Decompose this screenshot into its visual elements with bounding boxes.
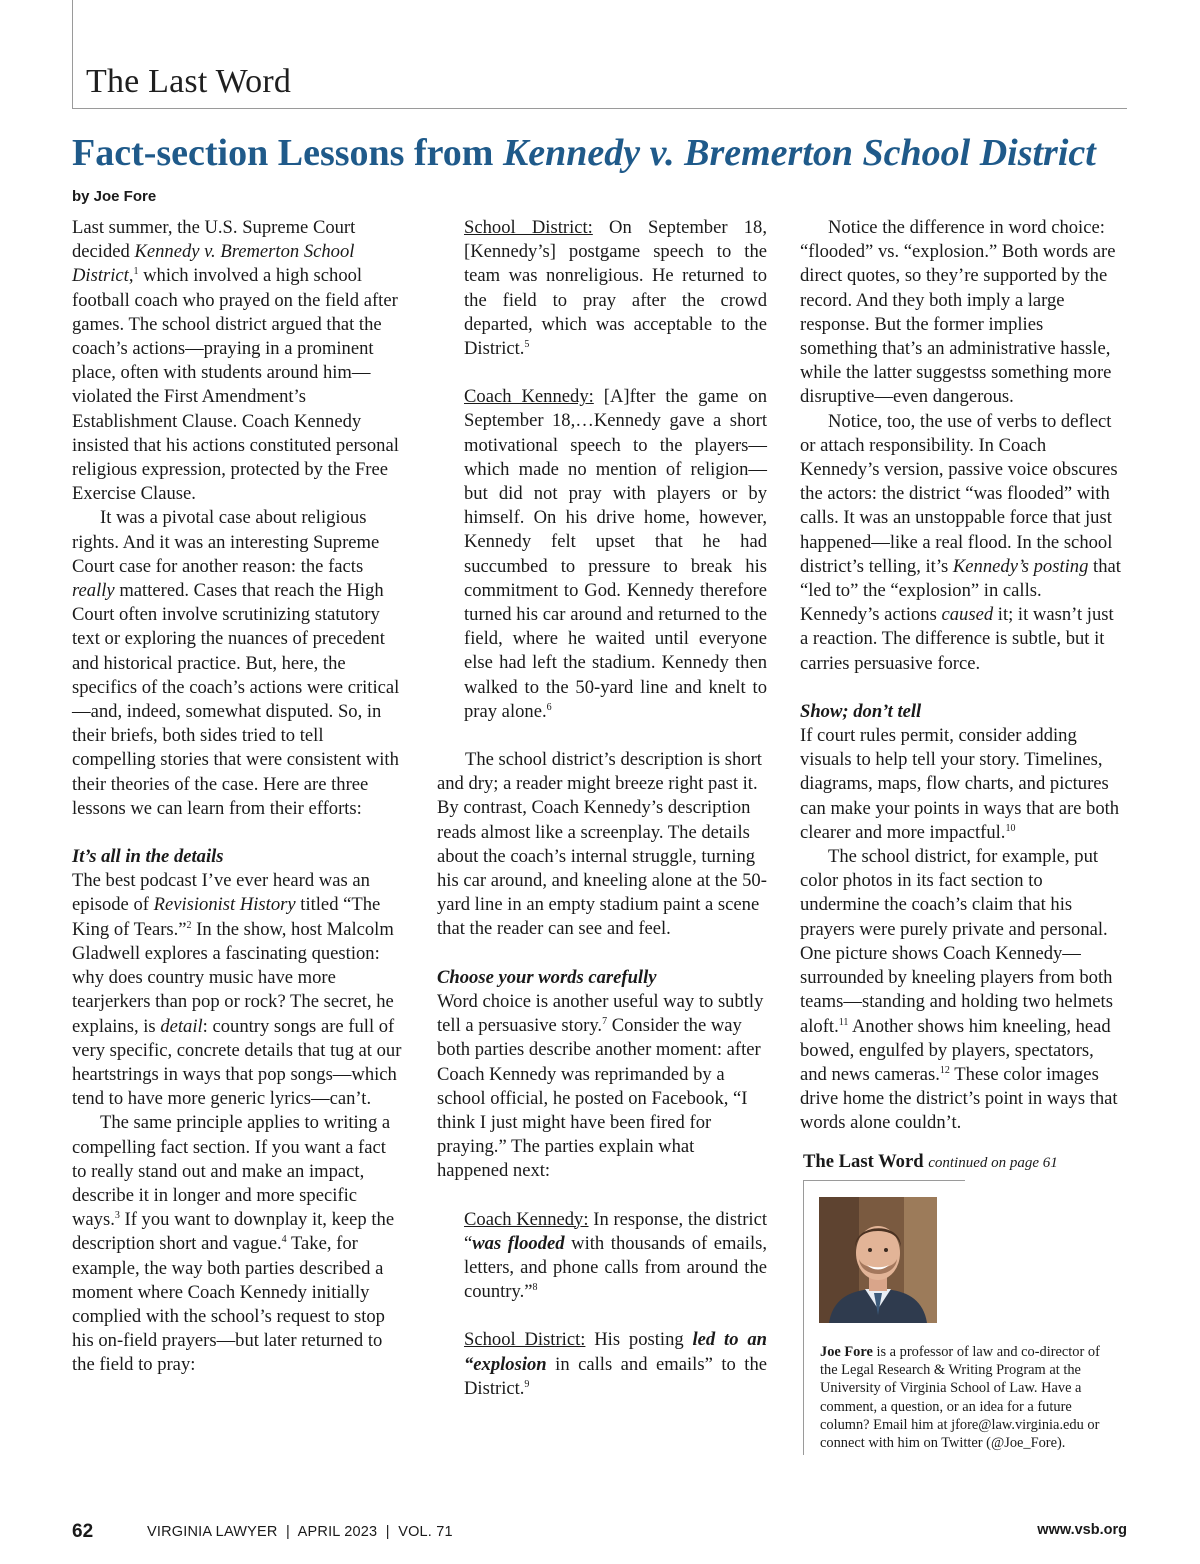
- paragraph: The same principle applies to writing a compelling fact section. If you want a fact to really stand out and make an impact, describe it in longer and more specific ways.$^3$ If you want to downplay it, keep the description short and vague.$^4$ Take, for example, the way both parties described a moment where Coach Kennedy initially complied with the school’s request to stop his on-field prayers—but later returned to the field to pray:: [72, 1112, 395, 1376]
- column-2: [437, 216, 767, 1401]
- footnote-ref: 5: [524, 338, 530, 350]
- block-quote: School District: His posting led to an “explosion in calls and emails” to the District.$^9$: [464, 1329, 767, 1399]
- paragraph: Notice the difference in word choice: “flooded” vs. “explosion.” Both words are direct quotes, so they’re supported by the record. And they both imply a large response. But the former implies something that’s an administrative hassle, while the latter suggestss something more disruptive—even dangerous.: [800, 217, 1116, 408]
- footnote-ref: 3: [114, 1209, 120, 1221]
- subheading-details: It’s all in the details: [72, 846, 224, 868]
- subheading-words: Choose your words carefully: [437, 966, 657, 988]
- publication-info: VIRGINIA LAWYER | APRIL 2023 | VOL. 71: [147, 1524, 453, 1540]
- bio-rule-horizontal: [803, 1180, 965, 1181]
- block-quote: School District: On September 18, [Kennedy’s] postgame speech to the team was nonreligious. He returned to the field to pray after the crowd departed, which was acceptable to the District.$^5$: [464, 217, 767, 360]
- section-title: The Last Word: [86, 63, 292, 100]
- footer-url[interactable]: www.vsb.org: [1037, 1522, 1127, 1538]
- paragraph: The best podcast I’ve ever heard was an episode of Revisionist History titled “The King of Tears.”$^2$ In the show, host Malcolm Gladwell explores a fascinating question: why does country music have more tearjerkers than pop or rock? The secret, he explains, is detail: country songs are full of very specific, concrete details that tug at our heartstrings in ways that pop songs—which tend to have more generic lyrics—can’t.: [72, 870, 402, 1110]
- footnote-ref: 11: [838, 1016, 849, 1028]
- continued-text: continued on page 61: [928, 1155, 1058, 1171]
- author-photo: [819, 1197, 937, 1323]
- author-bio: [820, 1343, 1120, 1452]
- paragraph: It was a pivotal case about religious rights. And it was an interesting Supreme Court case for another reason: the facts really mattered. Cases that reach the High Court often involve scrutinizing statutory text or exploring the nuances of precedent and historical practice. But, here, the specifics of the coach’s actions were critical—and, indeed, somewhat disputed. So, in their briefs, both sides tried to tell compelling stories that were consistent with their theories of the case. Here are three lessons we can learn from their efforts:: [72, 507, 400, 819]
- byline: by Joe Fore: [72, 188, 157, 205]
- bio-text: is a professor of law and co-director of the Legal Research & Writing Program at the University of Virginia School of Law. Have a comment, a question, or an idea for a future column? Email him at jfore@law.virginia.edu or connect with him on Twitter (@Joe_Fore).: [820, 1344, 1100, 1452]
- headline-case-name: Kennedy v. Bremerton School District: [502, 132, 1096, 174]
- bio-name: Joe Fore: [820, 1344, 873, 1360]
- continued-note[interactable]: [803, 1150, 1058, 1175]
- footnote-ref: 6: [546, 701, 552, 713]
- footnote-ref: 8: [532, 1281, 538, 1293]
- footnote-ref: 7: [602, 1015, 608, 1027]
- column-3: [800, 216, 1125, 1136]
- author-portrait-illustration: [819, 1197, 937, 1323]
- footnote-ref: 1: [133, 266, 139, 278]
- paragraph: Notice, too, the use of verbs to deflect or attach responsibility. In Coach Kennedy’s version, passive voice obscures the actors: the district “was flooded” with calls. It was an unstoppable force that just happened—like a real flood. In the school district’s telling, it’s Kennedy’s posting that “led to” the “explosion” in calls. Kennedy’s actions caused it; it wasn’t just a reaction. The difference is subtle, but it carries persuasive force.: [800, 410, 1121, 674]
- paragraph: If court rules permit, consider adding visuals to help tell your story. Timelines, diagrams, maps, flow charts, and pictures can make your points in ways that are both clearer and more impactful.$^{10}$: [800, 725, 1120, 843]
- footnote-ref: 2: [186, 919, 192, 931]
- article-headline: [72, 130, 1152, 176]
- paragraph: The school district, for example, put color photos in its fact section to undermine the coach’s claim that his prayers were purely private and personal. One picture shows Coach Kennedy—surrounded by kneeling players from both teams—standing and holding two helmets aloft.$^{11}$ Another shows him kneeling, head bowed, engulfed by players, spectators, and news cameras.$^{12}$ These color images drive home the district’s point in ways that words alone couldn’t.: [800, 846, 1118, 1134]
- paragraph: Word choice is another useful way to subtly tell a persuasive story.$^7$ Consider the way both parties describe another moment: after Coach Kennedy was reprimanded by a school official, he posted on Facebook, “I think I just might have been fired for praying.” The parties explain what happened next:: [437, 990, 764, 1182]
- block-quote: Coach Kennedy: In response, the district “was flooded with thousands of emails, letters, and phone calls from around the country.”$^8$: [464, 1208, 768, 1303]
- footnote-ref: 12: [939, 1064, 950, 1076]
- column-1: [72, 216, 402, 1378]
- block-quote: Coach Kennedy: [A]fter the game on September 18,…Kennedy gave a short motivational speech to the players—which made no mention of religion—but did not pray with players or by himself. On his drive home, however, Kennedy felt upset that he had succumbed to pressure to break his commitment to God. Kennedy therefore turned his car around and returned to the field, where he waited until everyone else had left the stadium. Kennedy then walked to the 50-yard line and knelt to pray alone.$^6$: [464, 386, 767, 722]
- continued-label: The Last Word: [803, 1151, 924, 1172]
- footnote-ref: 4: [281, 1234, 287, 1246]
- paragraph: The school district’s description is short and dry; a reader might breeze right past it. By contrast, Coach Kennedy’s description reads almost like a screenplay. The details about the coach’s internal struggle, turning his car around, and kneeling alone at the 50-yard line in an empty stadium paint a scene that the reader can see and feel.: [437, 749, 767, 940]
- paragraph: Last summer, the U.S. Supreme Court decided Kennedy v. Bremerton School District,$^1$ which involved a high school football coach who prayed on the field after games. The school district argued that the coach’s actions—praying in a prominent place, often with students around him—violated the First Amendment’s Establishment Clause. Coach Kennedy insisted that his actions constituted personal religious expression, protected by the Free Exercise Clause.: [72, 217, 399, 505]
- page-number: 62: [72, 1521, 94, 1542]
- footnote-ref: 9: [524, 1378, 530, 1390]
- section-rule-vertical: [72, 0, 73, 108]
- subheading-show: Show; don’t tell: [800, 700, 922, 722]
- headline-prefix: Fact-section Lessons from: [72, 132, 503, 174]
- section-rule-horizontal: [72, 108, 1127, 109]
- bio-rule-vertical: [803, 1180, 804, 1455]
- footnote-ref: 10: [1005, 822, 1016, 834]
